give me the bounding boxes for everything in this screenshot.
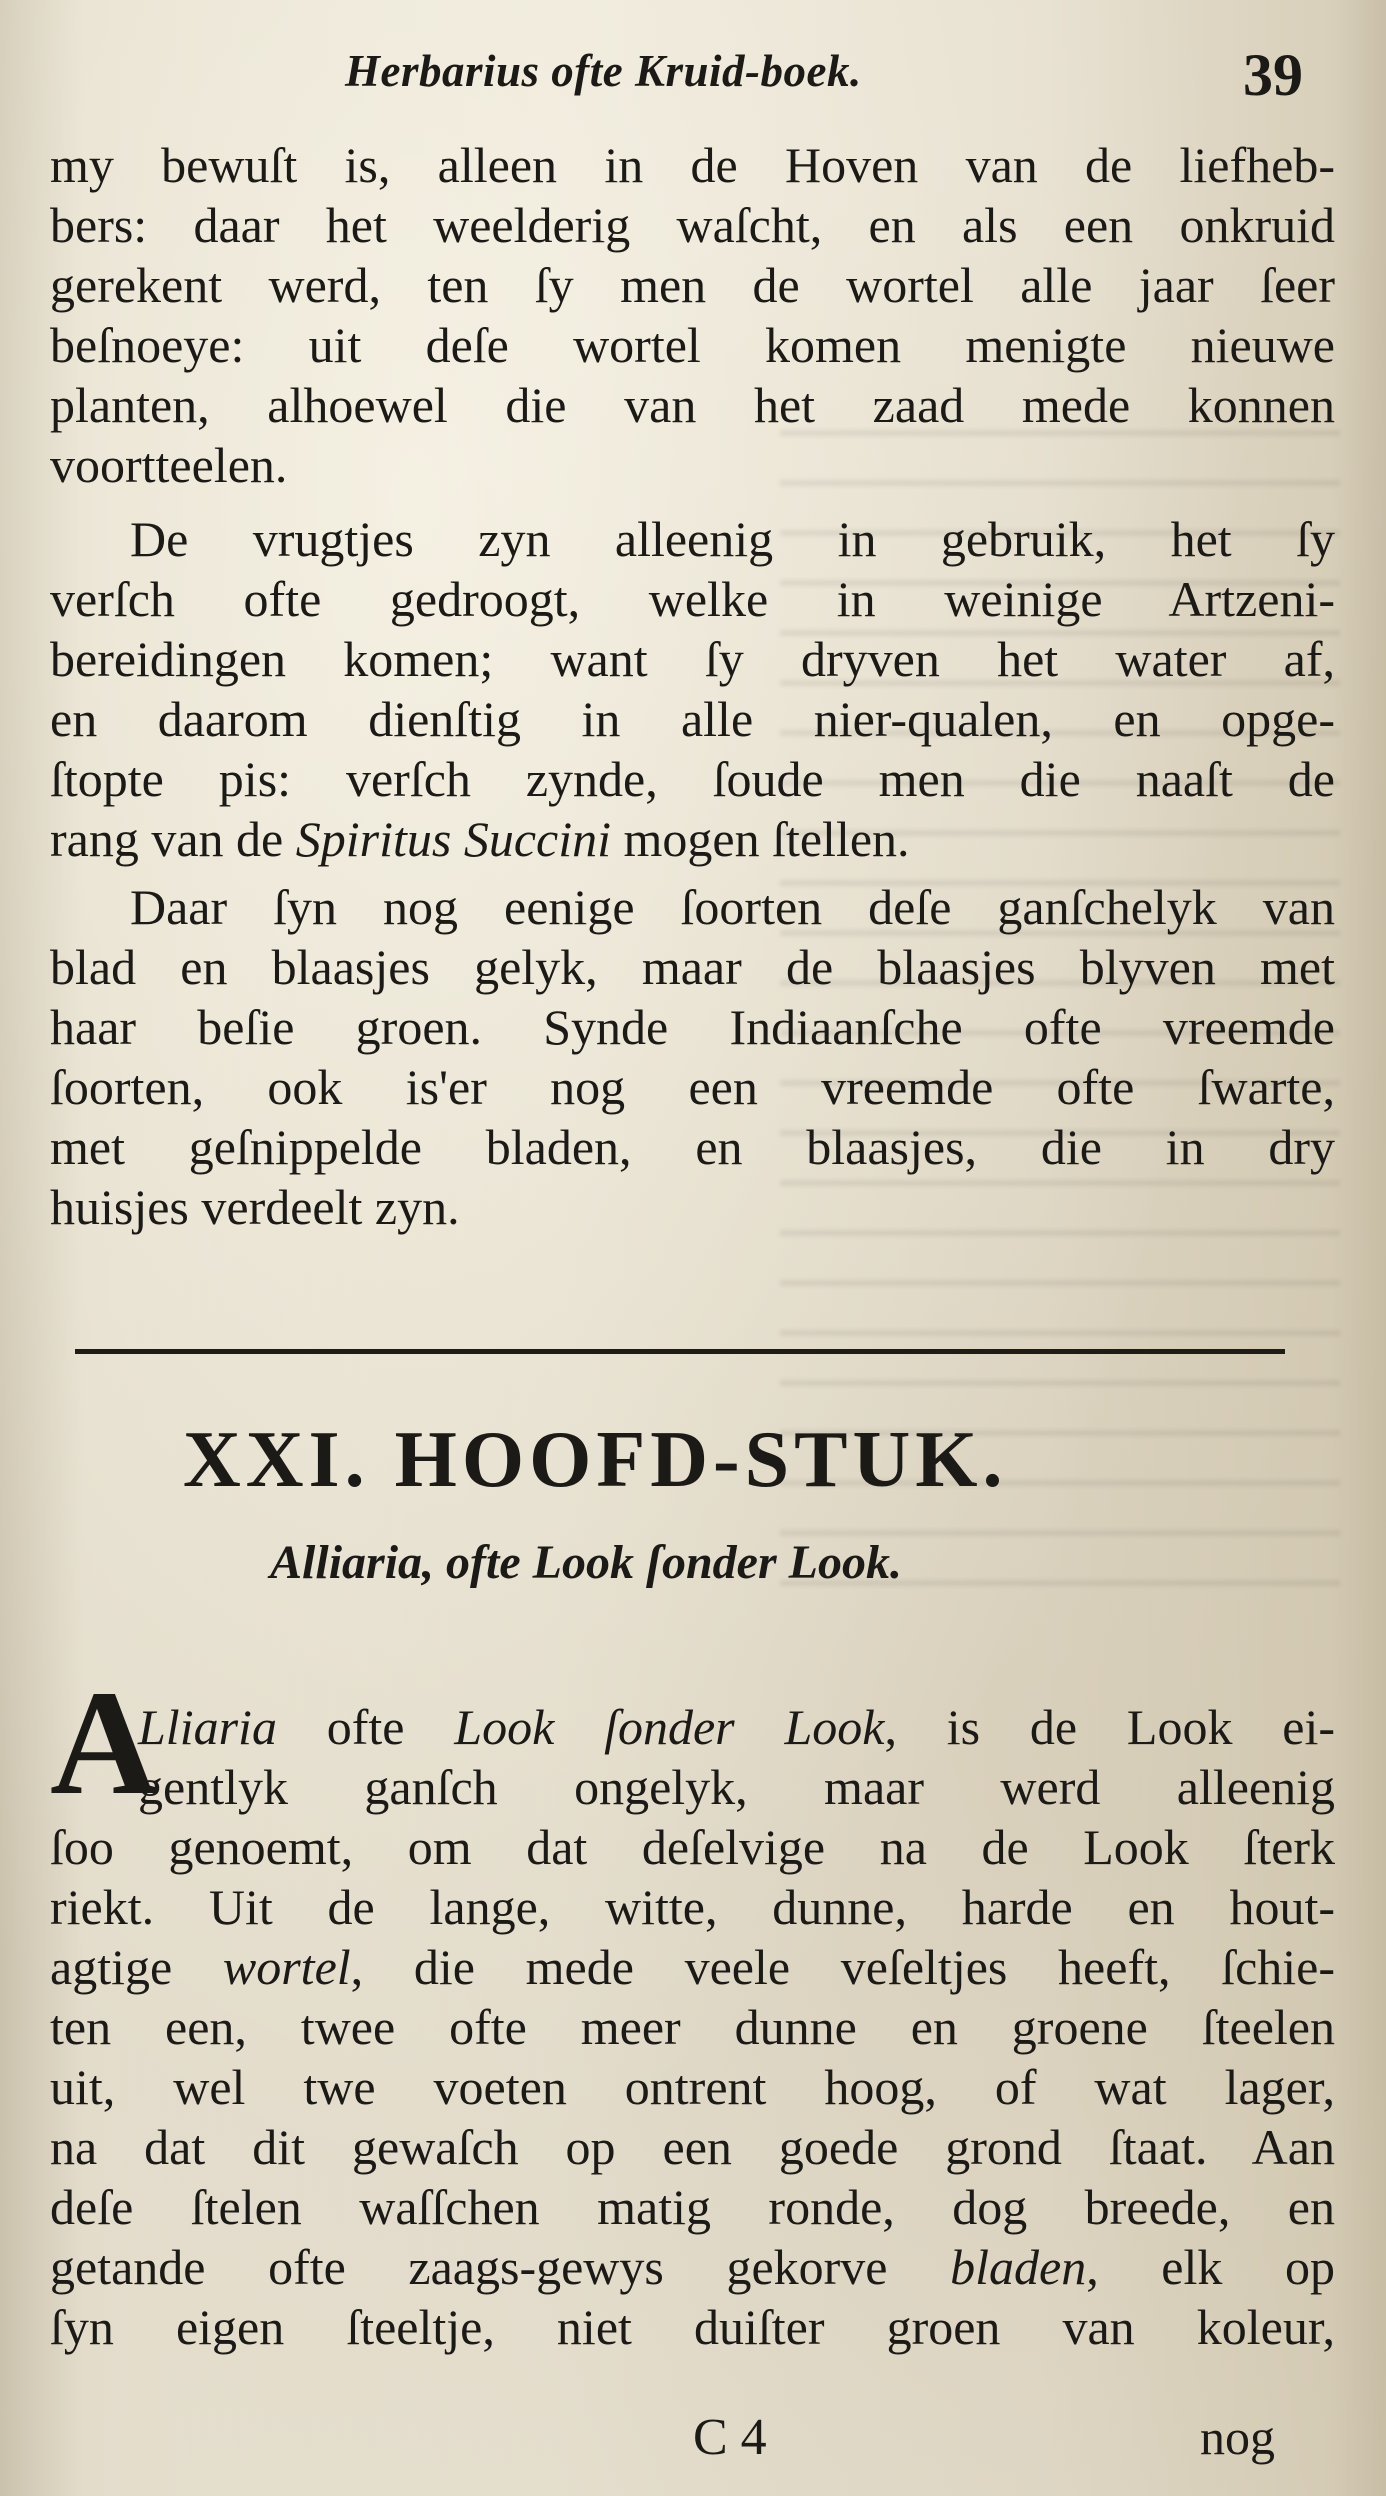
text-line: bereidingen komen; want ſy dryven het water af, — [50, 631, 1335, 687]
page-footer — [0, 2408, 1386, 2468]
section-divider — [75, 1349, 1285, 1354]
text-segment: ofte — [276, 1699, 455, 1755]
chapter-paragraph — [50, 1697, 1335, 2357]
text-line: gentlyk ganſch ongelyk, maar werd alleenig — [138, 1759, 1335, 1815]
text-segment: getande ofte zaags-gewys gekorve — [50, 2239, 951, 2295]
text-line: huisjes verdeelt zyn. — [50, 1179, 460, 1235]
paragraph-1 — [50, 135, 1335, 495]
text-line: ſoo genoemt, om dat deſelvige na de Look ſterk — [50, 1819, 1335, 1875]
italic-term: Look ſonder Look — [454, 1699, 885, 1755]
drop-cap: A — [50, 1660, 159, 1826]
text-line: voortteelen. — [50, 437, 288, 493]
text-line: ſtopte pis: verſch zynde, ſoude men die naaſt de — [50, 751, 1335, 807]
running-title: Herbarius ofte Kruid-boek. — [345, 46, 862, 96]
chapter-subtitle: Alliaria, ofte Look ſonder Look. — [270, 1536, 902, 1589]
page-number: 39 — [1243, 42, 1303, 108]
text-line: ſoorten, ook is'er nog een vreemde ofte ſwarte, — [50, 1059, 1335, 1115]
text-line: blad en blaasjes gelyk, maar de blaasjes blyven met — [50, 939, 1335, 995]
paragraph-3 — [50, 877, 1335, 1237]
text-line: ſyn eigen ſteeltje, niet duiſter groen van koleur, — [50, 2299, 1335, 2355]
text-line: De vrugtjes zyn alleenig in gebruik, het ſy — [130, 511, 1335, 567]
text-line: en daarom dienſtig in alle nier-qualen, en opge- — [50, 691, 1335, 747]
italic-term: wortel — [222, 1939, 351, 1995]
text-line: planten, alhoewel die van het zaad mede konnen — [50, 377, 1335, 433]
text-line: met geſnippelde bladen, en blaasjes, die in dry — [50, 1119, 1335, 1175]
text-line: bers: daar het weelderig waſcht, en als een onkruid — [50, 197, 1335, 253]
text-line: na dat dit gewaſch op een goede grond ſtaat. Aan — [50, 2119, 1335, 2175]
text-segment: mogen ſtellen. — [611, 811, 910, 867]
text-line: my bewuſt is, alleen in de Hoven van de liefheb- — [50, 137, 1335, 193]
text-line: haar beſie groen. Synde Indiaanſche ofte vreemde — [50, 999, 1335, 1055]
text-segment: , elk op — [1086, 2239, 1335, 2295]
text-line: riekt. Uit de lange, witte, dunne, harde en hout- — [50, 1879, 1335, 1935]
text-line — [50, 2237, 1335, 2297]
text-segment: , die mede veele veſeltjes heeft, ſchie- — [350, 1939, 1335, 1995]
text-line: Daar ſyn nog eenige ſoorten deſe ganſchelyk van — [130, 879, 1335, 935]
text-line: deſe ſtelen waſſchen matig ronde, dog breede, en — [50, 2179, 1335, 2235]
text-line — [50, 809, 1335, 869]
text-line: verſch ofte gedroogt, welke in weinige Artzeni- — [50, 571, 1335, 627]
text-line: ten een, twee ofte meer dunne en groene ſteelen — [50, 1999, 1335, 2055]
chapter-heading: XXI. HOOFD-STUK. — [183, 1416, 1008, 1504]
text-line: uit, wel twe voeten ontrent hoog, of wat lager, — [50, 2059, 1335, 2115]
text-line: beſnoeye: uit deſe wortel komen menigte nieuwe — [50, 317, 1335, 373]
catchword: nog — [1200, 2409, 1275, 2465]
text-line — [50, 1937, 1335, 1997]
italic-term: Lliaria — [138, 1699, 277, 1755]
page-header — [0, 42, 1386, 125]
text-segment: rang van de — [50, 811, 296, 867]
text-line: gerekent werd, ten ſy men de wortel alle jaar ſeer — [50, 257, 1335, 313]
paragraph-2 — [50, 509, 1335, 869]
signature-mark: C 4 — [693, 2409, 767, 2466]
text-segment: , is de Look ei- — [884, 1699, 1335, 1755]
text-line — [50, 1697, 1335, 1757]
text-segment: agtige — [50, 1939, 223, 1995]
italic-term: bladen — [950, 2239, 1087, 2295]
italic-term: Spiritus Succini — [295, 811, 611, 867]
